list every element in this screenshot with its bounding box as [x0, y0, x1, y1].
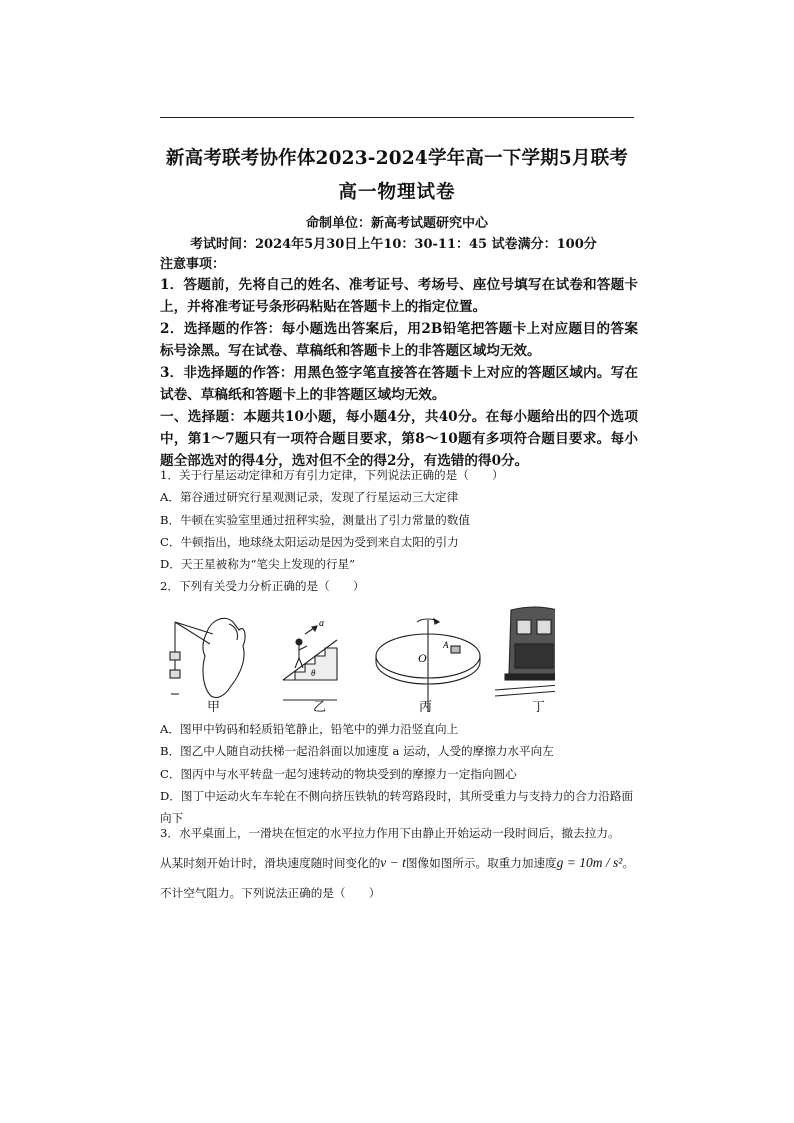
q1-option-c: C．牛顿指出，地球绕太阳运动是因为受到来自太阳的引力 — [160, 534, 459, 549]
header-rule — [160, 117, 634, 118]
exam-info: 考试时间：2024年5月30日上午10：30-11：45 试卷满分：100分 — [190, 237, 597, 252]
q3-line2-pre: 从某时刻开始计时，滑块速度随时间变化的 — [160, 856, 381, 870]
figure-label-ding: 丁 — [532, 700, 546, 715]
question-3 — [160, 818, 638, 908]
q3-line2-end: 。 — [622, 856, 634, 870]
block-mark: A — [443, 640, 449, 650]
q3-g-formula: g = 10m / s² — [556, 855, 623, 870]
figure-label-bing: 丙 — [419, 700, 433, 715]
center-mark: O — [418, 651, 427, 665]
figure-jia-hand-pencil — [170, 618, 245, 697]
figure-ding-train — [495, 607, 555, 696]
q2-option-c: C．图丙中与水平转盘一起匀速转动的物块受到的摩擦力一定指向圆心 — [160, 766, 517, 781]
notice-item-2: 2．选择题的作答：每小题选出答案后，用2B铅笔把答题卡上对应题目的答案标号涂黑。写在试卷、草稿纸和答题卡上的非答题区域均无效。 — [160, 321, 638, 359]
q3-vt-symbol: v − t — [380, 855, 406, 870]
q3-line3: 不计空气阻力。下列说法正确的是（ ） — [160, 886, 381, 900]
q1-stem: 1．关于行星运动定律和万有引力定律，下列说法正确的是（ ） — [160, 468, 504, 482]
q2-option-d: D．图丁中运动火车车轮在不侧向挤压铁轨的转弯路段时，其所受重力与支持力的合力沿路面向下 — [160, 788, 634, 826]
setter-unit: 命制单位：新高考试题研究中心 — [305, 216, 488, 231]
q3-line1: 3．水平桌面上，一滑块在恒定的水平拉力作用下由静止开始运动一段时间后，撤去拉力。 — [160, 826, 620, 840]
exam-title: 新高考联考协作体2023-2024学年高一下学期5月联考 — [165, 148, 629, 169]
q2-option-b: B．图乙中人随自动扶梯一起沿斜面以加速度 a 运动，人受的摩擦力水平向左 — [160, 744, 554, 759]
q2-stem: 2．下列有关受力分析正确的是（ ） — [160, 579, 365, 594]
notice-item-3: 3．非选择题的作答：用黑色签字笔直接答在答题卡上对应的答题区域内。写在试卷、草稿纸和答题卡上的非答题区域均无效。 — [160, 365, 638, 403]
exam-subtitle: 高一物理试卷 — [338, 182, 456, 203]
question-1 — [160, 464, 638, 598]
q2-option-a: A．图甲中钩码和轻质铅笔静止，铅笔中的弹力沿竖直向上 — [160, 722, 459, 736]
q3-line2 — [160, 848, 638, 878]
figure-label-jia: 甲 — [207, 700, 221, 715]
notice-heading: 注意事项： — [160, 257, 226, 272]
figure-yi-escalator — [283, 626, 337, 700]
accel-mark: a — [319, 618, 324, 629]
notice-item-1: 1．答题前，先将自己的姓名、准考证号、考场号、座位号填写在试卷和答题卡上，并将准考证号条形码粘贴在答题卡上的指定位置。 — [160, 277, 638, 315]
q1-option-b: B．牛顿在实验室里通过扭秤实验，测量出了引力常量的数值 — [160, 512, 470, 527]
q3-line2-mid: 图像如图所示。取重力加速度 — [405, 856, 557, 870]
angle-mark: θ — [311, 668, 316, 678]
question-2-options — [160, 718, 638, 829]
section1-intro: 一、选择题：本题共10小题，每小题4分，共40分。在每小题给出的四个选项中，第1～7题只有一项符合题目要求，第8～10题有多项符合题目要求。每小题全部选对的得4分，选对但不全的得2分，有选错的得0分。 — [160, 409, 638, 469]
q1-option-a: A．第谷通过研究行星观测记录，发现了行星运动三大定律 — [160, 490, 459, 505]
figure-label-yi: 乙 — [313, 700, 327, 715]
q1-option-d: D．天王星被称为“笔尖上发现的行星” — [160, 557, 356, 572]
